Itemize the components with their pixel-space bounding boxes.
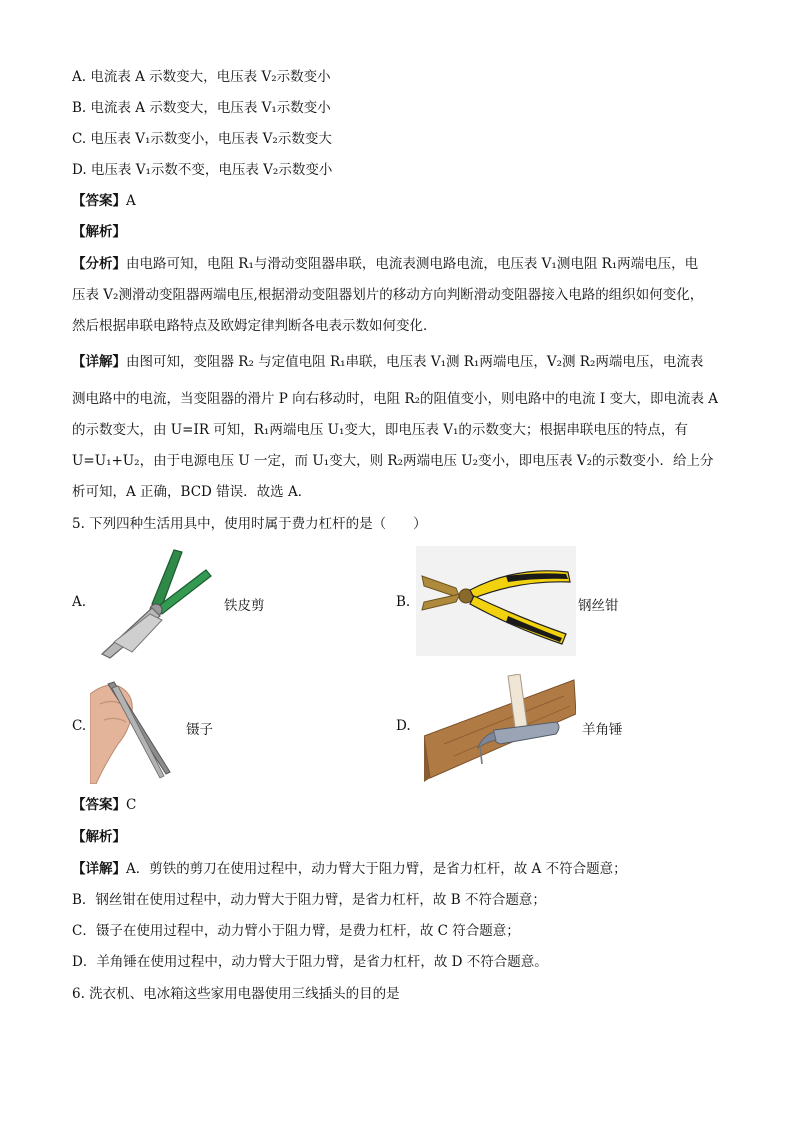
q5-analysis-tag: 【解析】: [72, 829, 126, 845]
tweezers-image: [90, 674, 174, 784]
q5-option-b-name: 钢丝钳: [578, 598, 619, 614]
xiangjie-tag: 【详解】: [72, 861, 126, 877]
q5-stem: 5. 下列四种生活用具中，使用时属于费力杠杆的是（ ）: [72, 516, 427, 532]
xiangjie-text-1: A．剪铁的剪刀在使用过程中，动力臂大于阻力臂，是省力杠杆，故 A 不符合题意；: [126, 861, 627, 877]
q4-option-b: B. 电流表 A 示数变大，电压表 V₁示数变小: [72, 100, 331, 116]
pliers-image: [416, 546, 576, 656]
claw-hammer-image: [424, 674, 576, 782]
q4-fenxi-line-3: 然后根据串联电路特点及欧姆定律判断各电表示数如何变化．: [72, 318, 437, 334]
q5-xiangjie-line-1: [72, 860, 732, 878]
q4-option-d: D. 电压表 V₁示数不变，电压表 V₂示数变小: [72, 162, 333, 178]
q5-answer-line: [72, 796, 732, 814]
q5-option-a-label: A.: [72, 594, 87, 610]
q4-xiangjie-line-4: U=U₁+U₂，由于电源电压 U 一定，而 U₁变大，则 R₂两端电压 U₂变小，即电压表 V₂的示数变小．给上分: [72, 453, 714, 469]
q4-fenxi-line-1: [72, 255, 732, 273]
tin-snips-image: [92, 542, 214, 662]
q6-stem: 6. 洗衣机、电冰箱这些家用电器使用三线插头的目的是: [72, 986, 400, 1002]
q4-analysis-tag: 【解析】: [72, 224, 126, 240]
fenxi-tag: 【分析】: [72, 256, 126, 272]
xiangjie-text-1: 由图可知，变阻器 R₂ 与定值电阻 R₁串联，电压表 V₁测 R₁两端电压，V₂测 R₂两端电压，电流表: [126, 354, 704, 370]
q4-xiangjie-line-3: 的示数变大，由 U=IR 可知，R₁两端电压 U₁变大，即电压表 V₁的示数变大；根据串联电压的特点，有: [72, 422, 688, 438]
q5-option-d-label: D.: [396, 718, 411, 734]
answer-tag: 【答案】: [72, 193, 126, 209]
q5-option-a-name: 铁皮剪: [224, 598, 265, 614]
q5-xiangjie-line-2: B．钢丝钳在使用过程中，动力臂大于阻力臂，是省力杠杆，故 B 不符合题意；: [72, 892, 546, 908]
q4-option-a: A. 电流表 A 示数变大，电压表 V₂示数变小: [72, 69, 331, 85]
q5-option-b-label: B.: [396, 594, 411, 610]
q4-answer-line: [72, 192, 732, 210]
q4-fenxi-line-2: 压表 V₂测滑动变阻器两端电压,根据滑动变阻器划片的移动方向判断滑动变阻器接入电路的组织如何变化，: [72, 287, 704, 303]
fenxi-text-1: 由电路可知，电阻 R₁与滑动变阻器串联，电流表测电路电流，电压表 V₁测电阻 R₁两端电压，电: [126, 256, 699, 272]
xiangjie-tag: 【详解】: [72, 354, 126, 370]
q5-option-d-name: 羊角锤: [582, 722, 623, 738]
q5-xiangjie-line-4: D．羊角锤在使用过程中，动力臂大于阻力臂，是省力杠杆，故 D 不符合题意。: [72, 954, 548, 970]
q4-xiangjie-line-5: 析可知，A 正确，BCD 错误．故选 A．: [72, 484, 312, 500]
answer-tag: 【答案】: [72, 797, 126, 813]
answer-value: A: [126, 193, 136, 209]
q4-xiangjie-line-2: 测电路中的电流，当变阻器的滑片 P 向右移动时，电阻 R₂的阻值变小，则电路中的电流 I 变大，即电流表 A: [72, 391, 718, 407]
q5-option-c-label: C.: [72, 718, 87, 734]
q4-option-c: C. 电压表 V₁示数变小，电压表 V₂示数变大: [72, 131, 332, 147]
q5-option-c-name: 镊子: [186, 722, 213, 738]
answer-value: C: [126, 797, 137, 813]
q5-xiangjie-line-3: C．镊子在使用过程中，动力臂小于阻力臂，是费力杠杆，故 C 符合题意；: [72, 923, 520, 939]
q4-xiangjie-line-1: [72, 353, 732, 371]
